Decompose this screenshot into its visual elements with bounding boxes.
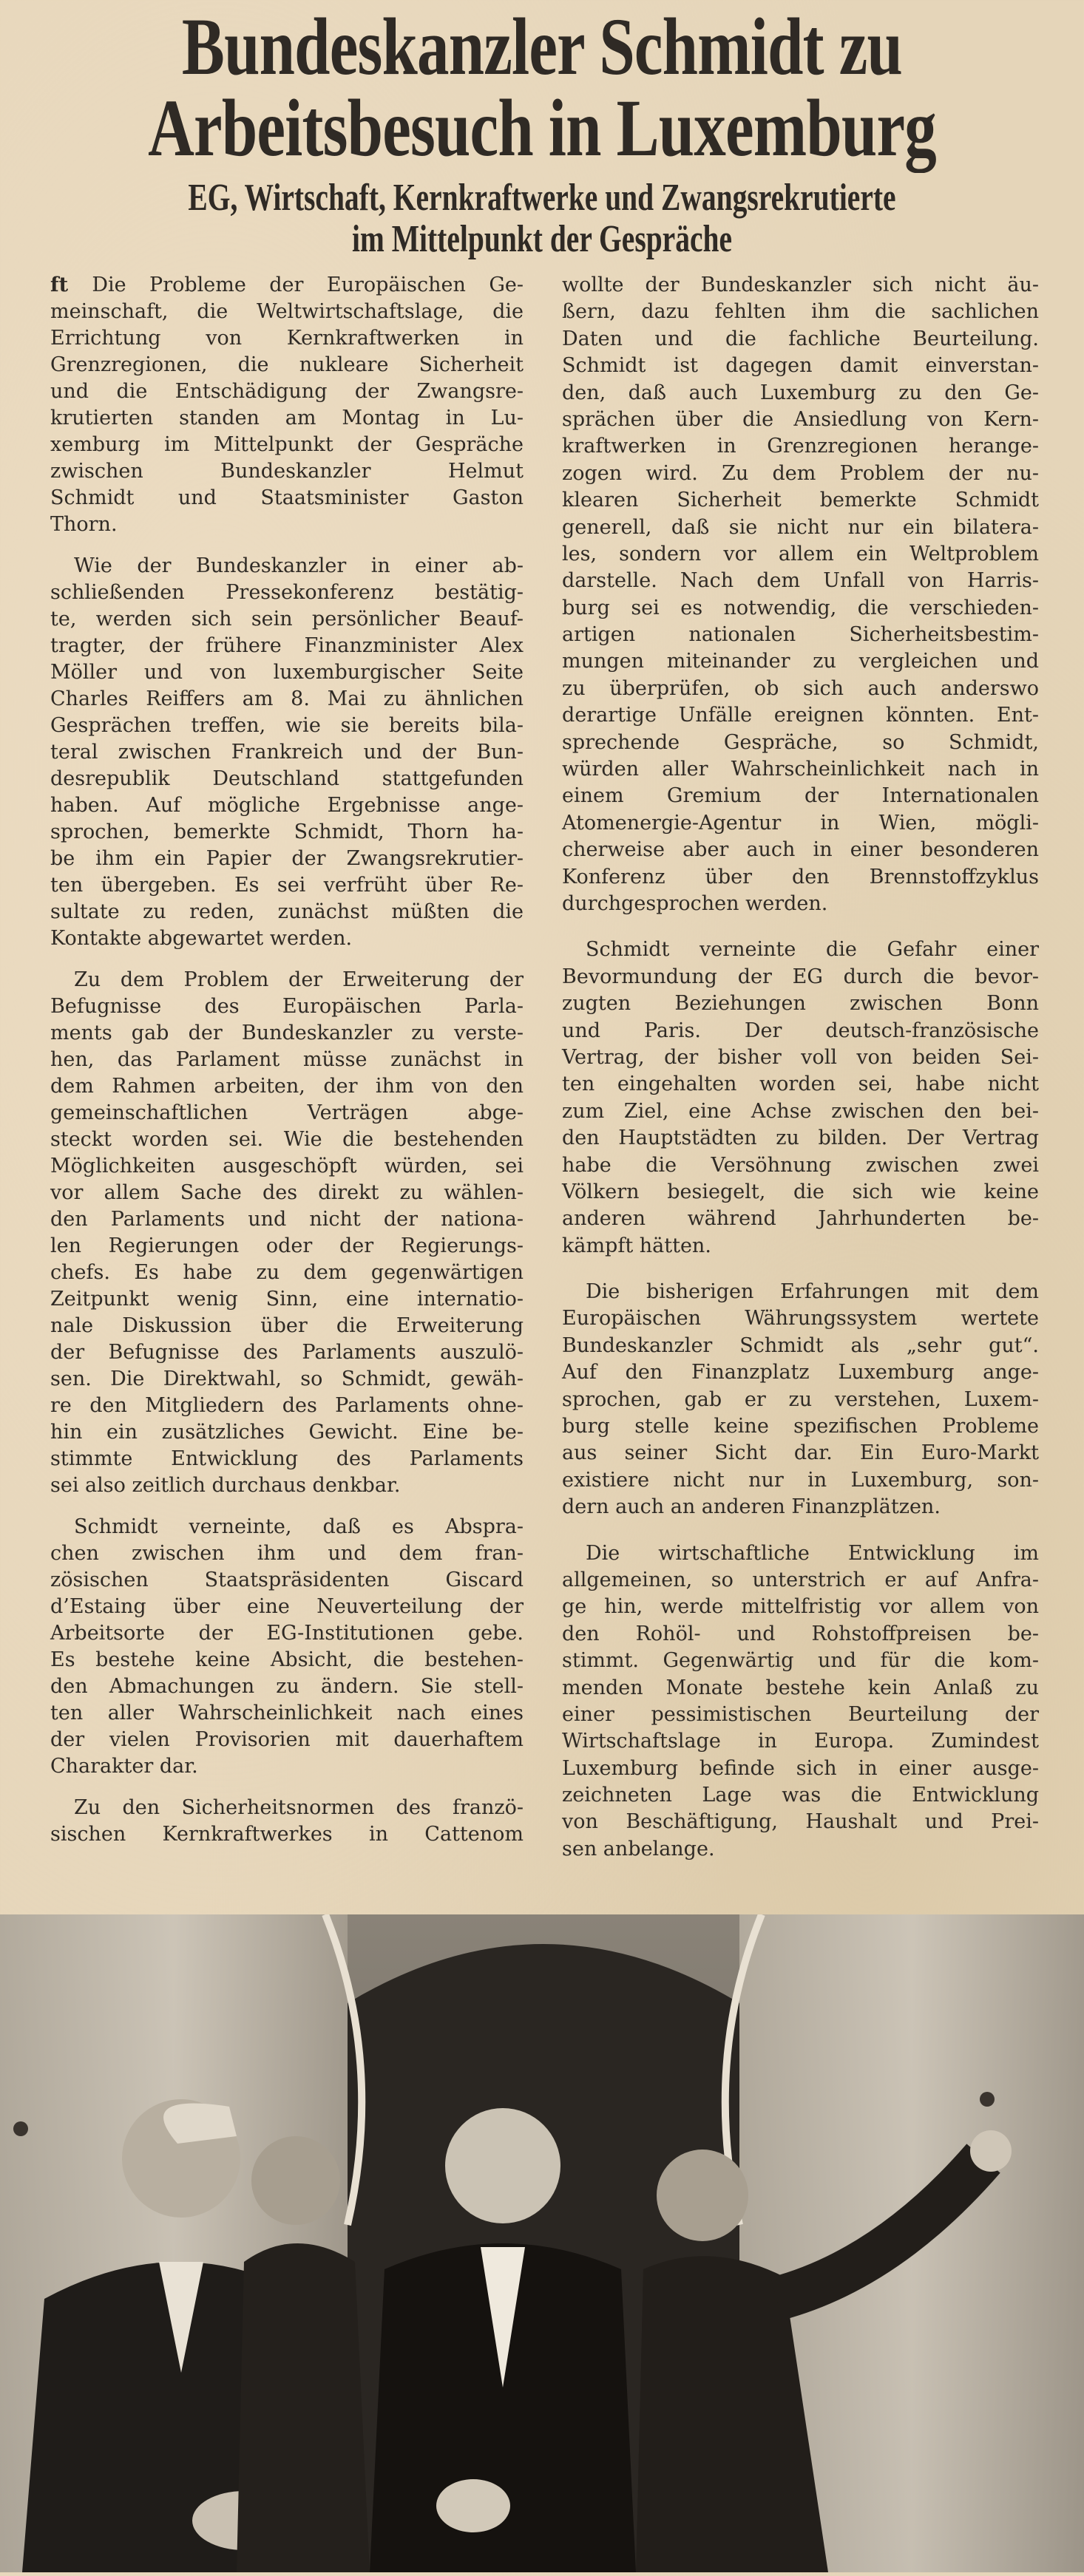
text-line: ments gab der Bundeskanzler zu verste- bbox=[50, 1022, 524, 1044]
text-line: burg stelle keine spezifischen Probleme bbox=[562, 1415, 1039, 1438]
text-line: der vielen Provisorien mit dauerhaftem bbox=[50, 1728, 524, 1751]
text-line: zu überprüfen, ob sich auch anderswo bbox=[562, 676, 1039, 700]
text-line: Schmidt ist dagegen damit einverstan- bbox=[562, 354, 1039, 378]
headline-line: Arbeitsbesuch in Luxemburg bbox=[148, 83, 936, 173]
text-line: und Paris. Der deutsch-französische bbox=[562, 1019, 1039, 1042]
text-line: ge hin, werde mittelfristig vor allem von bbox=[562, 1595, 1039, 1619]
text-line: den Hauptstädten zu bilden. Der Vertrag bbox=[562, 1126, 1039, 1150]
news-photo bbox=[0, 1914, 1084, 2572]
text-line: hen, das Parlament müsse zunächst in bbox=[50, 1048, 524, 1071]
text-line: Die bisherigen Erfahrungen mit dem bbox=[586, 1280, 1039, 1304]
text-line: zwischen Bundeskanzler Helmut bbox=[50, 460, 524, 483]
text-line: Arbeitsorte der EG-Institutionen gebe. bbox=[50, 1622, 524, 1645]
text-line: dem Rahmen arbeiten, der ihm von den bbox=[50, 1075, 524, 1098]
text-line: Zu den Sicherheitsnormen des franzö- bbox=[74, 1796, 524, 1819]
text-line: den Abmachungen zu ändern. Sie stell- bbox=[50, 1675, 524, 1698]
text-line: aus seiner Sicht dar. Ein Euro-Markt bbox=[562, 1441, 1039, 1465]
text-line: nale Diskussion über die Erweiterung bbox=[50, 1314, 524, 1337]
paragraph bbox=[562, 1540, 1039, 1863]
text-line: Luxemburg befinde sich in einer ausge- bbox=[562, 1756, 1039, 1780]
text-line: generell, daß sie nicht nur ein bilatera- bbox=[562, 515, 1039, 539]
text-line: sei also zeitlich durchaus denkbar. bbox=[50, 1474, 401, 1497]
article-column-1 bbox=[50, 272, 524, 1863]
text-line: Gesprächen treffen, wie sie bereits bila- bbox=[50, 714, 524, 737]
text-line: kämpft hätten. bbox=[562, 1234, 711, 1257]
text-line: habe die Versöhnung zwischen zwei bbox=[562, 1153, 1039, 1177]
text-line: zösischen Staatspräsidenten Giscard bbox=[50, 1569, 524, 1591]
text-line: sultate zu reden, zunächst müßten die bbox=[50, 900, 524, 923]
text-line: menden Monate bestehe kein Anlaß zu bbox=[562, 1676, 1039, 1699]
text-line: Zu dem Problem der Erweiterung der bbox=[74, 968, 524, 991]
text-line: dern auch an anderen Finanzplätzen. bbox=[562, 1495, 941, 1519]
text-line: sischen Kernkraftwerkes in Cattenom bbox=[50, 1823, 524, 1846]
text-line: sprechende Gespräche, so Schmidt, bbox=[562, 730, 1039, 754]
text-line: sen anbelange. bbox=[562, 1837, 715, 1860]
subheadline-line: EG, Wirtschaft, Kernkraftwerke und Zwangsrekrutierte bbox=[188, 177, 896, 219]
text-line: be ihm ein Papier der Zwangsrekrutier- bbox=[50, 847, 524, 870]
text-line: Wirtschaftslage in Europa. Zumindest bbox=[562, 1730, 1039, 1753]
text-line: Daten und die fachliche Beurteilung. bbox=[562, 327, 1039, 350]
text-line: einer pessimistischen Beurteilung der bbox=[562, 1702, 1039, 1726]
text-line: Errichtung von Kernkraftwerken in bbox=[50, 327, 524, 350]
text-line: stimmte Entwicklung des Parlaments bbox=[50, 1447, 524, 1470]
article-column-2 bbox=[562, 272, 1039, 1882]
text-line: derartige Unfälle ereignen könnten. Ent- bbox=[562, 704, 1039, 727]
text-line: existiere nicht nur in Luxemburg, son- bbox=[562, 1468, 1039, 1492]
text-line: haben. Auf mögliche Ergebnisse ange- bbox=[50, 794, 524, 817]
paragraph bbox=[562, 937, 1039, 1260]
text-line: Kontakte abgewartet werden. bbox=[50, 927, 353, 950]
subheadline-line: im Mittelpunkt der Gespräche bbox=[351, 218, 733, 260]
text-line: und die Entschädigung der Zwangsre- bbox=[50, 380, 524, 403]
text-line: würden aller Wahrscheinlichkeit nach in bbox=[562, 758, 1039, 781]
text-line: Schmidt verneinte die Gefahr einer bbox=[586, 938, 1039, 962]
text-line: len Regierungen oder der Regierungs- bbox=[50, 1234, 524, 1257]
text-line: kraftwerken in Grenzregionen herange- bbox=[562, 435, 1039, 458]
text-line: Konferenz über den Brennstoffzyklus bbox=[562, 865, 1039, 888]
paragraph bbox=[50, 1795, 524, 1848]
paragraph bbox=[50, 967, 524, 1499]
text-line: der Befugnisse des Parlaments auszulö- bbox=[50, 1341, 524, 1364]
text-line: einem Gremium der Internationalen bbox=[562, 784, 1039, 808]
text-line: Schmidt und Staatsminister Gaston bbox=[50, 486, 524, 509]
subheadline bbox=[0, 177, 1084, 260]
text-line: sprochen, gab er zu verstehen, Luxem- bbox=[562, 1387, 1039, 1411]
text-line: Vertrag, der bisher voll von beiden Sei- bbox=[562, 1045, 1039, 1069]
text-line: steckt worden sei. Wie die bestehenden bbox=[50, 1128, 524, 1151]
paragraph bbox=[50, 1514, 524, 1780]
text-line: durchgesprochen werden. bbox=[562, 891, 828, 915]
headline-line: Bundeskanzler Schmidt zu bbox=[181, 1, 903, 92]
text-line: sprochen, bemerkte Schmidt, Thorn ha- bbox=[50, 820, 524, 843]
text-line: krutierten standen am Montag in Lu- bbox=[50, 407, 524, 429]
text-line: Es bestehe keine Absicht, die bestehen- bbox=[50, 1648, 524, 1671]
text-line: anderen während Jahrhunderten be- bbox=[562, 1207, 1039, 1231]
text-line: ßern, dazu fehlten ihm die sachlichen bbox=[562, 300, 1039, 324]
text-line: chen zwischen ihm und dem fran- bbox=[50, 1542, 524, 1565]
text-line: desrepublik Deutschland stattgefunden bbox=[50, 767, 524, 790]
text-line: klearen Sicherheit bemerkte Schmidt bbox=[562, 489, 1039, 512]
text-line: Bevormundung der EG durch die bevor- bbox=[562, 965, 1039, 988]
text-line: xemburg im Mittelpunkt der Gespräche bbox=[50, 433, 524, 456]
text-line: Auf den Finanzplatz Luxemburg ange- bbox=[562, 1361, 1039, 1384]
text-line: zogen wird. Zu dem Problem der nu- bbox=[562, 461, 1039, 485]
text-line: Die wirtschaftliche Entwicklung im bbox=[586, 1541, 1039, 1565]
text-line: vor allem Sache des direkt zu wählen- bbox=[50, 1181, 524, 1204]
text-line: artigen nationalen Sicherheitsbestim- bbox=[562, 623, 1039, 647]
text-line: schließenden Pressekonferenz bestätig- bbox=[50, 581, 524, 604]
text-line: Charles Reiffers am 8. Mai zu ähnlichen bbox=[50, 687, 524, 710]
text-line: Grenzregionen, die nukleare Sicherheit bbox=[50, 353, 524, 376]
text-line: darstelle. Nach dem Unfall von Harris- bbox=[562, 569, 1039, 593]
text-line: zum Ziel, eine Achse zwischen den bei- bbox=[562, 1099, 1039, 1123]
text-line: Atomenergie-Agentur in Wien, mögli- bbox=[562, 811, 1039, 835]
text-line: chefs. Es habe zu dem gegenwärtigen bbox=[50, 1261, 524, 1284]
text-line: ten aller Wahrscheinlichkeit nach eines bbox=[50, 1702, 524, 1724]
photo-image bbox=[0, 1914, 1084, 2572]
text-line: den Rohöl- und Rohstoffpreisen be- bbox=[562, 1622, 1039, 1645]
text-line: Völkern besiegelt, die sich wie keine bbox=[562, 1180, 1039, 1203]
text-line: ten übergeben. Es sei verfrüht über Re- bbox=[50, 874, 524, 897]
text-line: les, sondern vor allem ein Weltproblem bbox=[562, 542, 1039, 565]
text-line: te, werden sich sein persönlicher Beauf- bbox=[50, 608, 524, 631]
text-line: den Parlaments und nicht der nationa- bbox=[50, 1208, 524, 1231]
text-line: zugten Beziehungen zwischen Bonn bbox=[562, 992, 1039, 1016]
text-line: ten eingehalten worden sei, habe nicht bbox=[562, 1073, 1039, 1096]
text-line: Charakter dar. bbox=[50, 1755, 198, 1778]
text-line: Wie der Bundeskanzler in einer ab- bbox=[74, 554, 524, 577]
text-line: meinschaft, die Weltwirtschaftslage, die bbox=[50, 300, 524, 323]
text-line: Befugnisse des Europäischen Parla- bbox=[50, 995, 524, 1018]
paragraph bbox=[50, 553, 524, 952]
text-line: tragter, der frühere Finanzminister Alex bbox=[50, 634, 524, 657]
headline bbox=[0, 1, 1084, 173]
text-line: Europäischen Währungssystem wertete bbox=[562, 1307, 1039, 1331]
text-line: sen. Die Direktwahl, so Schmidt, gewäh- bbox=[50, 1367, 524, 1390]
paragraph bbox=[562, 1279, 1039, 1521]
text-line: teral zwischen Frankreich und der Bun- bbox=[50, 741, 524, 764]
text-line: burg sei es notwendig, die verschieden- bbox=[562, 596, 1039, 619]
text-line: Bundeskanzler Schmidt als „sehr gut“. bbox=[562, 1333, 1039, 1357]
text-line: cherweise aber auch in einer besonderen bbox=[562, 838, 1039, 862]
text-line: stimmt. Gegenwärtig und für die kom- bbox=[562, 1649, 1039, 1673]
text-line: Thorn. bbox=[50, 513, 118, 536]
text-line: Möller und von luxemburgischer Seite bbox=[50, 661, 524, 684]
text-line: gemeinschaftlichen Verträgen abge- bbox=[50, 1101, 524, 1124]
text-line: mungen miteinander zu vergleichen und bbox=[562, 650, 1039, 673]
text-line: sprächen über die Ansiedlung von Kern- bbox=[562, 407, 1039, 431]
text-line: re den Mitgliedern des Parlaments ohne- bbox=[50, 1394, 524, 1417]
text-line: d’Estaing über eine Neuverteilung der bbox=[50, 1595, 524, 1618]
paragraph bbox=[50, 272, 524, 538]
text-line: Zeitpunkt wenig Sinn, eine internatio- bbox=[50, 1288, 524, 1311]
text-line: zeichneten Lage was die Entwicklung bbox=[562, 1784, 1039, 1807]
text-line: ft Die Probleme der Europäischen Ge- bbox=[50, 273, 524, 296]
paragraph bbox=[562, 272, 1039, 917]
text-line: wollte der Bundeskanzler sich nicht äu- bbox=[562, 273, 1039, 296]
text-line: Möglichkeiten ausgeschöpft würden, sei bbox=[50, 1155, 524, 1177]
text-line: den, daß auch Luxemburg zu den Ge- bbox=[562, 381, 1039, 404]
text-line: von Beschäftigung, Haushalt und Prei- bbox=[562, 1810, 1039, 1834]
text-line: hin ein zusätzliches Gewicht. Eine be- bbox=[50, 1421, 524, 1444]
text-line: allgemeinen, so unterstrich er auf Anfra- bbox=[562, 1568, 1039, 1591]
author-initials: ft bbox=[50, 273, 92, 296]
text-line: Schmidt verneinte, daß es Abspra- bbox=[74, 1515, 524, 1538]
